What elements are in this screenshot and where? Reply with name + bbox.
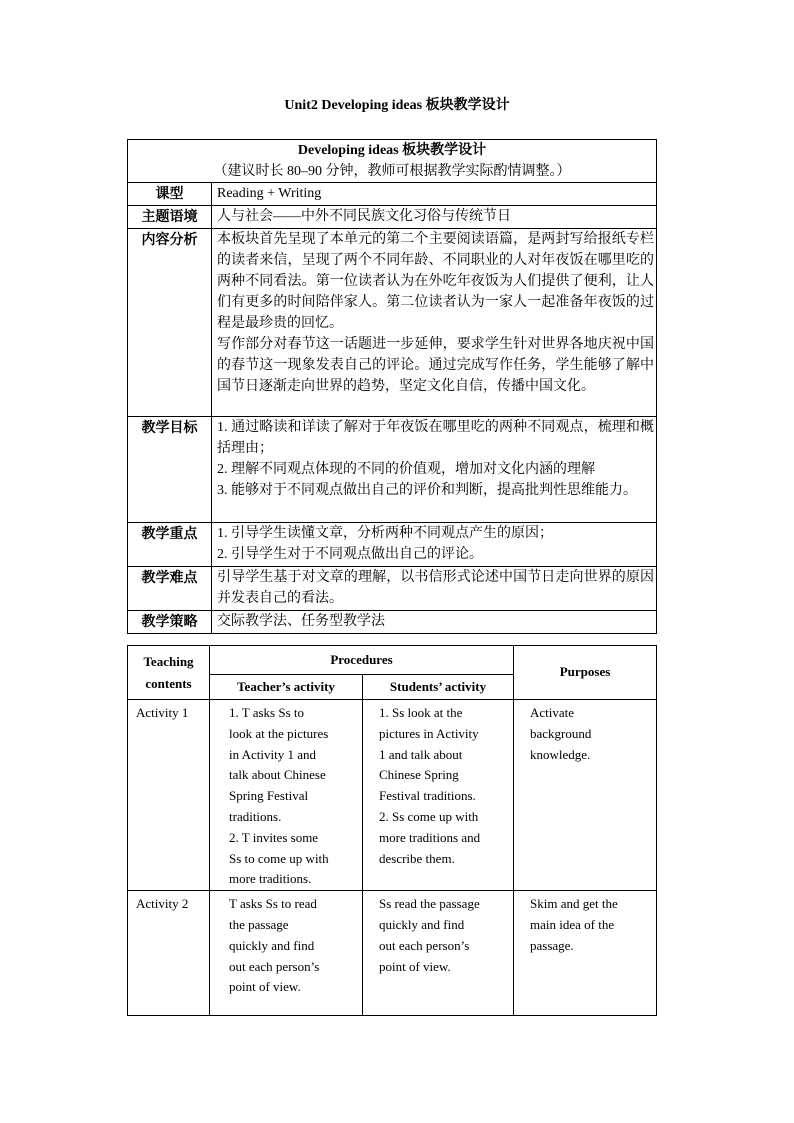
students-activity-cell: Ss read the passage quickly and find out each person’s point of view. xyxy=(363,891,514,1016)
overview-row-course-type xyxy=(128,183,657,206)
overview-row-strategies xyxy=(128,611,657,634)
overview-value xyxy=(212,229,657,417)
teacher-activity-cell: 1. T asks Ss to look at the pictures in Activity 1 and talk about Chinese Spring Festival traditions. 2. T invites some Ss to come up with more traditions. xyxy=(210,700,363,891)
objective-item: 2. 理解不同观点体现的不同的价值观，增加对文化内涵的理解 xyxy=(217,462,595,477)
overview-label: 课型 xyxy=(128,183,212,206)
purpose-cell: Skim and get the main idea of the passage. xyxy=(514,891,657,1016)
overview-row-difficulties xyxy=(128,567,657,611)
overview-label: 内容分析 xyxy=(128,229,212,417)
content-analysis-paragraph: 写作部分对春节这一话题进一步延伸，要求学生针对世界各地庆祝中国的春节这一现象发表自己的评论。通过完成写作任务，学生能够了解中国节日逐渐走向世界的趋势，坚定文化自信，传播中国文化。 xyxy=(217,337,654,394)
objective-item: 1. 通过略读和详读了解对于年夜饭在哪里吃的两种不同观点，梳理和概括理由； xyxy=(217,420,654,456)
overview-header-title: Developing ideas 板块教学设计 xyxy=(297,143,487,158)
overview-value: 人与社会——中外不同民族文化习俗与传统节日 xyxy=(212,206,657,229)
overview-row-theme xyxy=(128,206,657,229)
content-analysis-paragraph: 本板块首先呈现了本单元的第二个主要阅读语篇，是两封写给报纸专栏的读者来信，呈现了两个不同年龄、不同职业的人对年夜饭在哪里吃的两种不同看法。第一位读者认为在外吃年夜饭为人们提供了便利，让人们有更多的时间陪伴家人。第二位读者认为一家人一起准备年夜饭的过程是最珍贵的回忆。 xyxy=(217,232,654,331)
overview-label: 教学策略 xyxy=(128,611,212,634)
header-procedures: Procedures xyxy=(210,646,514,675)
overview-value: 引导学生基于对文章的理解，以书信形式论述中国节日走向世界的原因并发表自己的看法。 xyxy=(212,567,657,611)
overview-header-note: （建议时长 80–90 分钟，教师可根据教学实际酌情调整。） xyxy=(213,164,571,179)
document-title: Unit2 Developing ideas 板块教学设计 xyxy=(284,98,510,113)
overview-row-objectives xyxy=(128,417,657,523)
purpose-cell: Activate background knowledge. xyxy=(514,700,657,891)
overview-value: Reading + Writing xyxy=(212,183,657,206)
students-activity-cell: 1. Ss look at the pictures in Activity 1 and talk about Chinese Spring Festival traditions. 2. Ss come up with more traditions and describe them. xyxy=(363,700,514,891)
header-teaching-contents: Teaching contents xyxy=(128,646,210,700)
key-point-item: 1. 引导学生读懂文章，分析两种不同观点产生的原因； xyxy=(217,526,553,541)
procedures-table xyxy=(127,645,657,1016)
header-students-activity: Students’ activity xyxy=(363,675,514,700)
overview-header-row xyxy=(128,140,657,183)
header-teacher-activity: Teacher’s activity xyxy=(210,675,363,700)
objective-item: 3. 能够对于不同观点做出自己的评价和判断，提高批判性思维能力。 xyxy=(217,483,637,498)
overview-label: 教学目标 xyxy=(128,417,212,523)
overview-row-key-points xyxy=(128,523,657,567)
overview-label: 教学难点 xyxy=(128,567,212,611)
overview-row-content-analysis xyxy=(128,229,657,417)
procedures-header-row xyxy=(128,646,657,675)
activity-label: Activity 2 xyxy=(128,891,210,1016)
teacher-activity-cell: T asks Ss to read the passage quickly and find out each person’s point of view. xyxy=(210,891,363,1016)
overview-value: 交际教学法、任务型教学法 xyxy=(212,611,657,634)
activity-label: Activity 1 xyxy=(128,700,210,891)
key-point-item: 2. 引导学生对于不同观点做出自己的评论。 xyxy=(217,547,483,562)
overview-table xyxy=(127,139,657,634)
overview-value xyxy=(212,417,657,523)
overview-label: 教学重点 xyxy=(128,523,212,567)
overview-value xyxy=(212,523,657,567)
table-row xyxy=(128,891,657,1016)
table-row xyxy=(128,700,657,891)
overview-label: 主题语境 xyxy=(128,206,212,229)
overview-header-cell xyxy=(128,140,657,183)
header-purposes: Purposes xyxy=(514,646,657,700)
